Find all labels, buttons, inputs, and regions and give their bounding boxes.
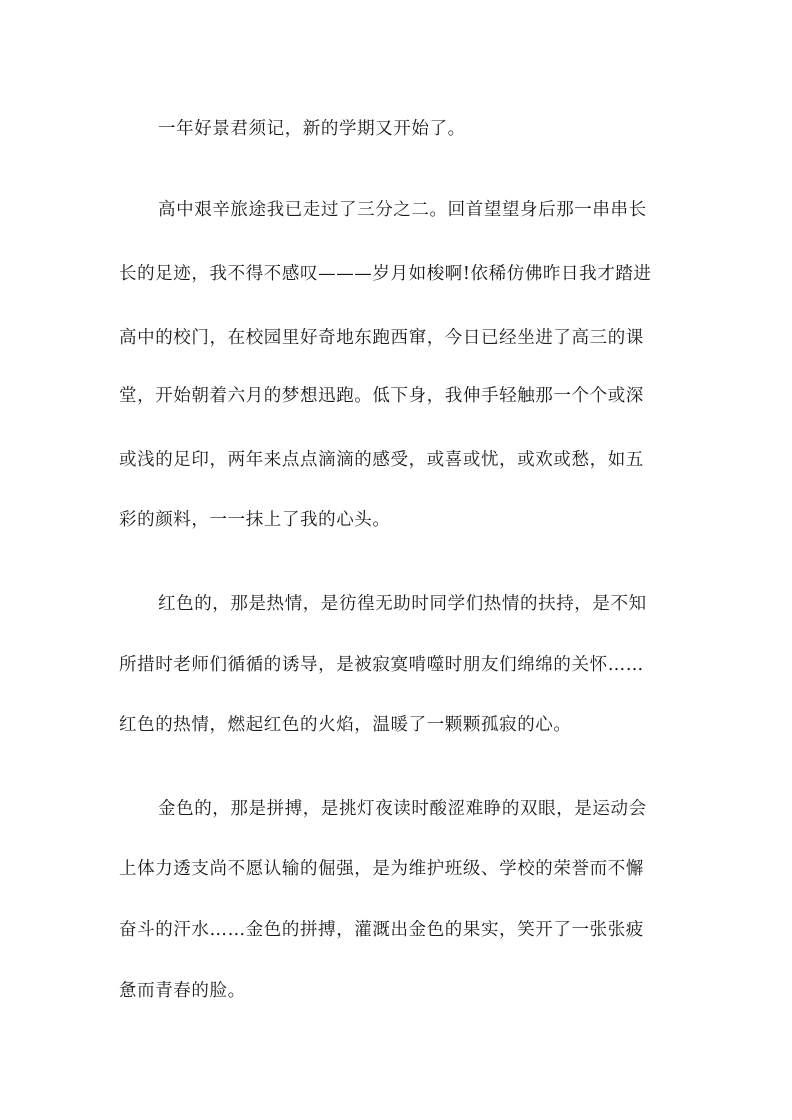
paragraph-2-line-3: 高中的校门，在校园里好奇地东跑西窜，今日已经坐进了高三的课 [119,328,644,348]
paragraph-3-line-1: 红色的，那是热情，是彷徨无助时同学们热情的扶持，是不知 [158,594,647,614]
paragraph-1-line-1: 一年好景君须记，新的学期又开始了。 [158,119,466,139]
paragraph-2-line-6: 彩的颜料，一一抹上了我的心头。 [119,510,391,530]
paragraph-3-line-2: 所措时老师们循循的诱导，是被寂寞啃噬时朋友们绵绵的关怀…… [119,655,644,675]
paragraph-2-line-4: 堂，开始朝着六月的梦想迅跑。低下身，我伸手轻触那一个个或深 [119,386,644,406]
paragraph-3-line-3: 红色的热情，燃起红色的火焰，温暖了一颗颗孤寂的心。 [119,715,572,735]
paragraph-4-line-4: 惫而青春的脸。 [119,981,246,1001]
paragraph-4-line-3: 奋斗的汗水……金色的拼搏，灌溉出金色的果实，笑开了一张张疲 [119,920,644,940]
paragraph-4-line-1: 金色的，那是拼搏，是挑灯夜读时酸涩难睁的双眼，是运动会 [158,799,647,819]
paragraph-2-line-5: 或浅的足印，两年来点点滴滴的感受，或喜或忧，或欢或愁，如五 [119,450,644,470]
paragraph-2-line-1: 高中艰辛旅途我已走过了三分之二。回首望望身后那一串串长 [158,200,647,220]
paragraph-2-line-2: 长的足迹，我不得不感叹———岁月如梭啊!依稀仿佛昨日我才踏进 [119,264,652,284]
paragraph-4-line-2: 上体力透支尚不愿认输的倔强，是为维护班级、学校的荣誉而不懈 [119,859,644,879]
